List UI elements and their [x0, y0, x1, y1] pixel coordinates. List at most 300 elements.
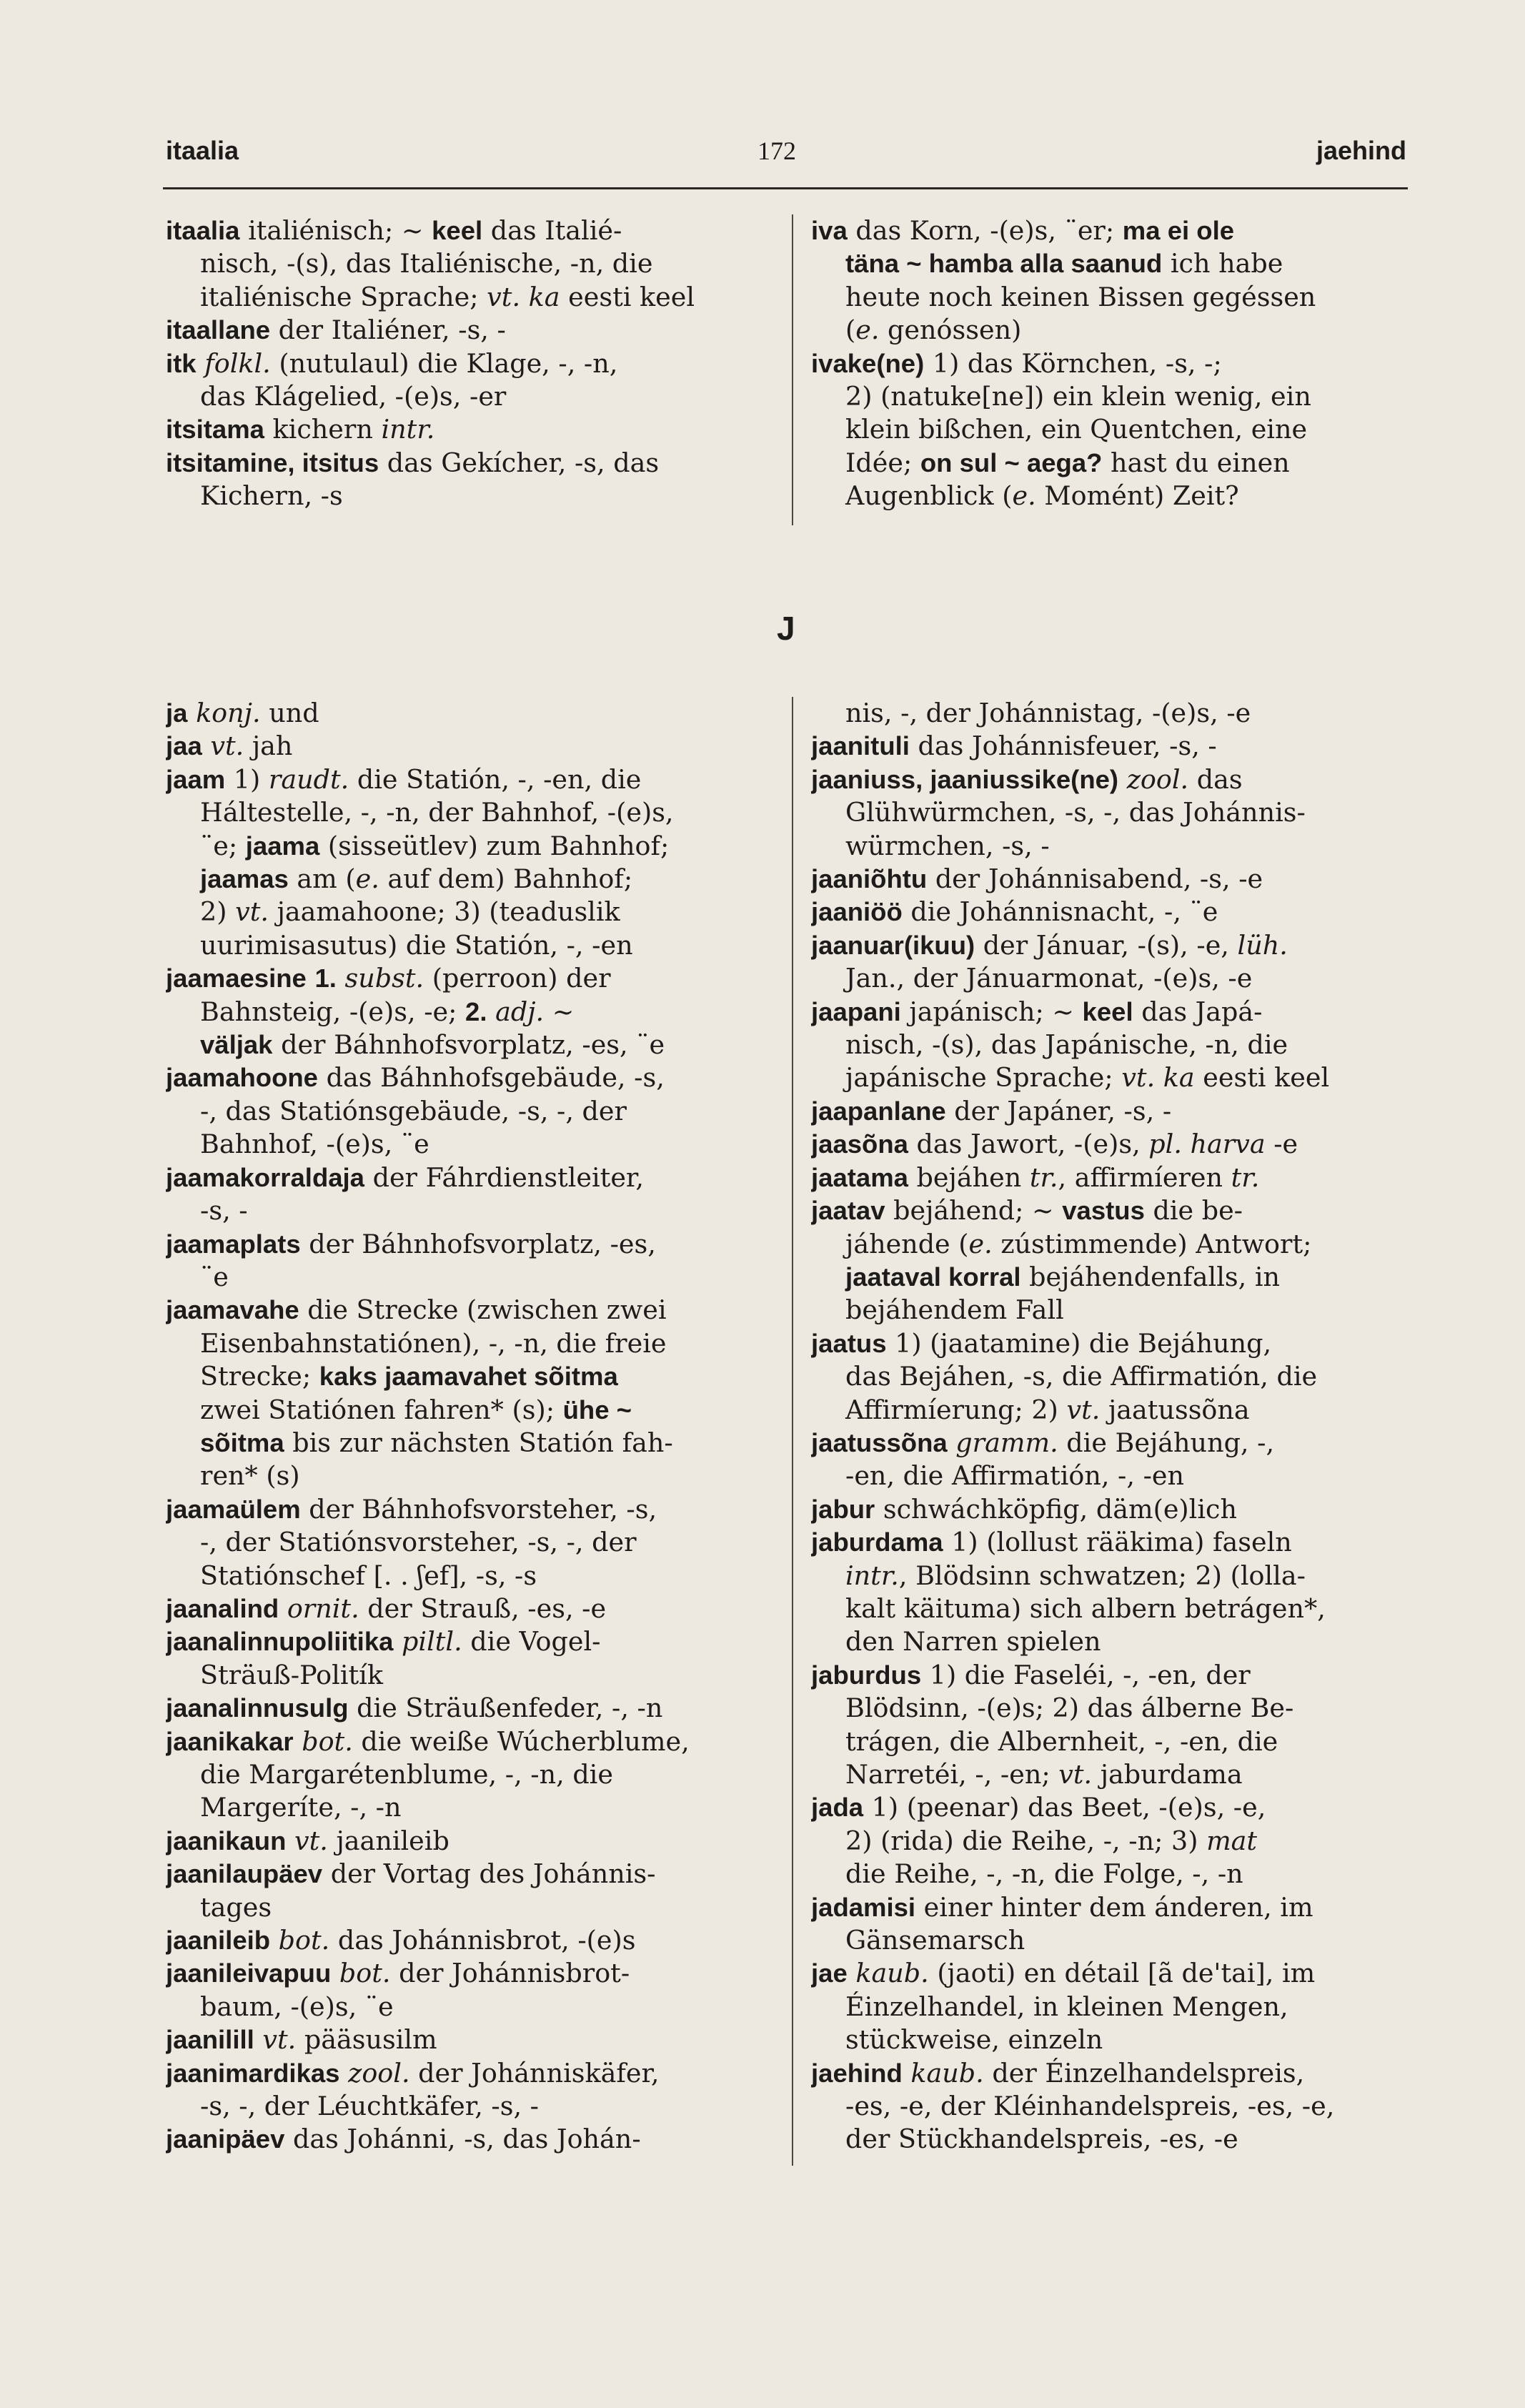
- headword: jae: [811, 1958, 848, 1988]
- entry-text: 2) (natuke[ne]) ein klein wenig, ein: [845, 381, 1311, 412]
- entry-text: Glühwürmchen, -s, -, das Johánnis-: [845, 797, 1306, 828]
- entry-text: [307, 963, 315, 994]
- entry-line: [811, 763, 1408, 796]
- entry-text: eesti keel: [560, 281, 695, 312]
- headword: jadamisi: [811, 1892, 916, 1922]
- label-italic: piltl.: [402, 1626, 462, 1658]
- entry-continuation-line: [811, 413, 1408, 446]
- entry-line: [166, 730, 780, 763]
- headword: jaasõna: [811, 1129, 908, 1159]
- headword: jaanalinnupoliitika: [166, 1627, 394, 1657]
- entry-line: [166, 962, 780, 995]
- entry-continuation-line: [811, 1991, 1408, 2023]
- entry-text: das Gekícher, -s, das: [379, 447, 660, 478]
- running-head-right: jaehind: [1316, 136, 1406, 165]
- headword: jaamavahe: [166, 1295, 299, 1325]
- headword: jaama: [245, 831, 320, 861]
- headword: jaatama: [811, 1162, 908, 1192]
- entry-text: das Johánni, -s, das Johán-: [284, 2124, 641, 2155]
- entry-line: [166, 214, 780, 247]
- entry-text: kalt käituma) sich albern betrágen*,: [845, 1592, 1326, 1624]
- entry-text: 1) die Faseléi, -, -en, der: [921, 1659, 1251, 1690]
- label-italic: adj.: [495, 996, 545, 1027]
- label-italic: ornit.: [287, 1592, 359, 1624]
- entry-continuation-line: [811, 830, 1408, 863]
- label-italic: vt.: [294, 1825, 328, 1856]
- entry-text: das Johánnisbrot, -(e)s: [329, 1925, 636, 1956]
- entry-text: -es, -e, der Kléinhandelspreis, -es, -e,: [845, 2091, 1335, 2122]
- headword: vastus: [1062, 1196, 1145, 1226]
- entry-text: Augenblick (: [845, 480, 1013, 512]
- entry-continuation-line: [166, 929, 780, 962]
- entry-text: Éinzelhandel, in kleinen Mengen,: [845, 1991, 1288, 2022]
- entry-text: [848, 1958, 856, 1988]
- entry-continuation-line: [811, 1625, 1408, 1658]
- entry-continuation-line: [811, 697, 1408, 730]
- entry-text: (perroon) der: [424, 963, 611, 994]
- entry-continuation-line: [811, 1725, 1408, 1758]
- entry-text: 2) (rida) die Reihe, -, -n; 3): [845, 1825, 1207, 1856]
- entry-line: [811, 1493, 1408, 1526]
- headword: itaalia: [166, 216, 240, 245]
- headword: jaamakorraldaja: [166, 1162, 364, 1192]
- entry-text: (sisseütlev) zum Bahnhof;: [319, 830, 670, 861]
- entry-text: Jan., der Jánuarmonat, -(e)s, -e: [845, 963, 1253, 994]
- entry-continuation-line: [811, 1825, 1408, 1858]
- label-italic: zool.: [1126, 763, 1189, 795]
- entry-continuation-line: [166, 1758, 780, 1791]
- headword: jabur: [811, 1494, 875, 1524]
- entry-text: jah: [244, 730, 293, 762]
- entry-continuation-line: [166, 1791, 780, 1824]
- entry-continuation-line: [811, 1924, 1408, 1957]
- headword: jaatus: [811, 1328, 887, 1358]
- entry-text: jáhende (: [845, 1228, 969, 1259]
- label-italic: bot.: [302, 1725, 353, 1757]
- entry-text: am (: [288, 863, 356, 895]
- headword: jaburdus: [811, 1660, 922, 1690]
- entry-text: das: [1188, 763, 1243, 795]
- label-italic: pl. harva: [1148, 1129, 1266, 1160]
- entry-text: 1) (lollust rääkima) faseln: [943, 1527, 1292, 1558]
- entry-text: (nutulaul) die Klage, -, -n,: [270, 347, 618, 379]
- entry-text: Statiónschef [. . ʃef], -s, -s: [200, 1560, 537, 1591]
- entry-text: jaamahoone; 3) (teaduslik: [268, 896, 620, 928]
- entry-text: bejáhend; ~: [885, 1195, 1063, 1227]
- entry-continuation-line: [811, 480, 1408, 512]
- entry-text: das Klágelied, -(e)s, -er: [200, 381, 507, 412]
- entry-text: die Reihe, -, -n, die Folge, -, -n: [845, 1858, 1243, 1890]
- entry-line: [811, 1095, 1408, 1128]
- entry-line: [166, 2123, 780, 2156]
- label-italic: intr.: [381, 414, 435, 445]
- label-italic: subst.: [344, 963, 424, 994]
- entry-text: Strecke;: [200, 1361, 319, 1392]
- entry-line: [811, 1194, 1408, 1227]
- headword: jaanalinnusulg: [166, 1693, 349, 1723]
- entry-text: 1): [225, 763, 269, 795]
- entry-text: auf dem) Bahnhof;: [379, 863, 633, 895]
- label-italic: e.: [1012, 480, 1036, 512]
- entry-text: die Vogel-: [462, 1626, 601, 1658]
- entry-text: jaatussõna: [1100, 1394, 1250, 1425]
- entry-continuation-line: [811, 2090, 1408, 2123]
- entry-continuation-line: [166, 247, 780, 280]
- entry-continuation-line: [811, 1394, 1408, 1427]
- entry-text: -en, die Affirmatión, -, -en: [845, 1460, 1185, 1492]
- headword: 2.: [465, 996, 487, 1026]
- label-italic: konj.: [196, 698, 261, 728]
- entry-text: [197, 348, 205, 379]
- entry-text: nisch, -(s), das Japánische, -n, die: [845, 1029, 1288, 1061]
- entry-text: das Johánnisfeuer, -s, -: [909, 730, 1217, 762]
- entry-text: der Japáner, -s, -: [945, 1095, 1172, 1126]
- entry-line: [166, 1161, 780, 1194]
- entry-continuation-line: [166, 1194, 780, 1227]
- entry-text: [1118, 764, 1127, 795]
- entry-text: italiénisch; ~: [239, 215, 432, 246]
- label-italic: tr.: [1029, 1161, 1058, 1193]
- column-bottom-left: [166, 697, 780, 2156]
- entry-line: [811, 347, 1408, 380]
- entry-continuation-line: [166, 1128, 780, 1161]
- entry-text: jaburdama: [1092, 1759, 1243, 1790]
- entry-line: [166, 1825, 780, 1858]
- entry-text: [903, 2058, 911, 2089]
- headword: jaanituli: [811, 731, 910, 761]
- label-italic: zool.: [348, 2057, 410, 2089]
- headword: kaks jaamavahet sõitma: [319, 1362, 618, 1392]
- headword: jaapanlane: [811, 1096, 946, 1126]
- entry-text: Momént) Zeit?: [1035, 480, 1239, 512]
- column-bottom-right: [811, 697, 1408, 2156]
- entry-continuation-line: [811, 1858, 1408, 1891]
- entry-continuation-line: [166, 1460, 780, 1492]
- entry-line: [811, 2057, 1408, 2090]
- entry-text: -s, -: [200, 1195, 248, 1227]
- headword: jaanuar(ikuu): [811, 930, 975, 960]
- label-italic: vt.: [1058, 1759, 1093, 1790]
- label-italic: e.: [968, 1228, 993, 1259]
- entry-text: hast du einen: [1102, 447, 1290, 478]
- entry-text: uurimisasutus) die Statión, -, -en: [200, 929, 633, 961]
- label-italic: folkl.: [204, 347, 271, 379]
- headword: jaam: [166, 764, 226, 794]
- entry-line: [166, 1957, 780, 1990]
- entry-continuation-line: [811, 1758, 1408, 1791]
- column-divider-top: [792, 214, 793, 525]
- entry-text: das Báhnhofsgebäude, -s,: [317, 1062, 665, 1094]
- entry-text: bejáhendenfalls, in: [1020, 1261, 1281, 1292]
- entry-text: der Johánniskäfer,: [409, 2057, 660, 2089]
- entry-text: der Báhnhofsvorplatz, -es,: [300, 1228, 656, 1259]
- label-italic: vt. ka: [1121, 1062, 1195, 1094]
- headword: jaanilaupäev: [166, 1859, 323, 1889]
- label-italic: vt.: [1066, 1394, 1101, 1425]
- entry-continuation-line: [811, 1692, 1408, 1725]
- entry-text: ich habe: [1162, 248, 1283, 279]
- entry-continuation-line: [811, 380, 1408, 413]
- entry-line: [811, 929, 1408, 962]
- entry-text: [187, 698, 196, 728]
- entry-text: jaanileib: [327, 1825, 449, 1856]
- entry-text: Bahnhof, -(e)s, ¨e: [200, 1129, 429, 1160]
- headword: keel: [432, 216, 483, 245]
- entry-text: -s, -, der Léuchtkäfer, -s, -: [200, 2091, 540, 2122]
- entry-line: [811, 1791, 1408, 1824]
- headword: jaaniuss, jaaniussike(ne): [811, 764, 1119, 794]
- headword: jaamaülem: [166, 1494, 301, 1524]
- entry-continuation-line: [166, 1427, 780, 1460]
- entry-text: Margeríte, -, -n: [200, 1792, 402, 1823]
- entry-text: Kichern, -s: [200, 480, 343, 512]
- entry-text: die Bejáhung, -,: [1058, 1427, 1275, 1458]
- entry-continuation-line: [166, 380, 780, 413]
- headword: jaaniöö: [811, 897, 903, 927]
- headword: jaburdama: [811, 1527, 943, 1557]
- entry-text: [294, 1726, 302, 1757]
- entry-text: die Statión, -, -en, die: [349, 763, 642, 795]
- entry-text: , Blödsinn schwatzen; 2) (lolla-: [898, 1560, 1306, 1591]
- entry-continuation-line: [166, 2090, 780, 2123]
- entry-text: der Vortag des Johánnis-: [322, 1858, 656, 1890]
- entry-text: würmchen, -s, -: [845, 830, 1050, 861]
- entry-line: [811, 863, 1408, 896]
- entry-line: [811, 1957, 1408, 1990]
- headword: ivake(ne): [811, 348, 925, 378]
- entry-text: kichern: [264, 414, 382, 445]
- entry-continuation-line: [811, 1061, 1408, 1094]
- entry-text: [331, 1958, 339, 1988]
- entry-line: [166, 1858, 780, 1891]
- running-head-left: itaalia: [166, 136, 239, 165]
- entry-line: [166, 2057, 780, 2090]
- entry-continuation-line: [811, 247, 1408, 280]
- column-top-left: [166, 214, 780, 513]
- entry-text: nis, -, der Johánnistag, -(e)s, -e: [845, 698, 1251, 728]
- headword: täna ~ hamba alla saanud: [845, 249, 1163, 279]
- label-italic: vt. ka: [487, 281, 560, 312]
- entry-text: Narretéi, -, -en;: [845, 1759, 1059, 1790]
- entry-text: Bahnsteig, -(e)s, -e;: [200, 996, 466, 1027]
- entry-continuation-line: [166, 1659, 780, 1692]
- entry-line: [166, 1592, 780, 1625]
- entry-text: das Italié-: [482, 215, 622, 246]
- entry-line: [811, 214, 1408, 247]
- entry-line: [166, 447, 780, 480]
- entry-line: [166, 2023, 780, 2056]
- headword: jaapani: [811, 996, 901, 1026]
- entry-line: [166, 1924, 780, 1957]
- entry-text: 1) (jaatamine) die Bejáhung,: [886, 1327, 1272, 1359]
- entry-text: Affirmíerung; 2): [845, 1394, 1067, 1425]
- entry-continuation-line: [166, 796, 780, 829]
- headword: jaehind: [811, 2058, 903, 2088]
- entry-continuation-line: [166, 830, 780, 863]
- entry-continuation-line: [811, 1261, 1408, 1294]
- entry-text: nisch, -(s), das Italiénische, -n, die: [200, 248, 653, 279]
- headword: keel: [1082, 996, 1133, 1026]
- label-italic: gramm.: [955, 1427, 1058, 1458]
- entry-continuation-line: [811, 314, 1408, 347]
- entry-text: [337, 963, 345, 994]
- headword: jaanileib: [166, 1926, 271, 1956]
- section-letter: J: [777, 610, 795, 647]
- entry-text: bejáhen: [908, 1161, 1030, 1193]
- entry-text: den Narren spielen: [845, 1626, 1101, 1658]
- entry-continuation-line: [166, 1891, 780, 1924]
- label-italic: bot.: [339, 1958, 391, 1989]
- entry-line: [811, 1327, 1408, 1360]
- entry-text: und: [260, 698, 319, 728]
- label-italic: lüh.: [1237, 929, 1288, 961]
- entry-line: [811, 1526, 1408, 1559]
- entry-text: -e: [1265, 1129, 1298, 1160]
- entry-line: [166, 1493, 780, 1526]
- entry-text: zwei Statiónen fahren* (s);: [200, 1394, 563, 1425]
- entry-continuation-line: [166, 1394, 780, 1427]
- entry-continuation-line: [811, 1592, 1408, 1625]
- entry-text: die weiße Wúcherblume,: [352, 1725, 690, 1757]
- entry-text: der Jánuar, -(s), -e,: [975, 929, 1238, 961]
- entry-text: Idée;: [845, 447, 920, 478]
- entry-text: Háltestelle, -, -n, der Bahnhof, -(e)s,: [200, 797, 674, 828]
- entry-text: heute noch keinen Bissen gegéssen: [845, 281, 1316, 312]
- entry-text: das Jawort, -(e)s,: [908, 1129, 1149, 1160]
- column-divider-bottom: [792, 697, 793, 2166]
- entry-text: [202, 730, 211, 761]
- entry-text: [286, 1825, 294, 1856]
- entry-text: der Strauß, -es, -e: [359, 1592, 607, 1624]
- headword: jaataval korral: [845, 1262, 1021, 1292]
- entry-continuation-line: [166, 1095, 780, 1128]
- entry-text: genóssen): [879, 314, 1022, 346]
- entry-text: bis zur nächsten Statión fah-: [284, 1427, 673, 1458]
- headword: jaamaesine: [166, 963, 307, 994]
- page-number: 172: [757, 137, 796, 165]
- entry-text: der Johánnisbrot-: [390, 1958, 630, 1989]
- entry-text: [948, 1427, 956, 1458]
- entry-text: [487, 996, 495, 1027]
- headword: jaanimardikas: [166, 2058, 340, 2088]
- entry-text: die Johánnisnacht, -, ¨e: [902, 896, 1218, 928]
- headword: on sul ~ aega?: [920, 447, 1103, 477]
- entry-continuation-line: [166, 1029, 780, 1061]
- entry-text: ¨e: [200, 1261, 229, 1292]
- entry-continuation-line: [166, 1327, 780, 1360]
- entry-text: der Fáhrdienstleiter,: [364, 1161, 644, 1193]
- entry-text: ~: [544, 996, 575, 1027]
- entry-continuation-line: [166, 1261, 780, 1294]
- entry-text: das Korn, -(e)s, ¨er;: [847, 215, 1123, 246]
- entry-text: (: [845, 314, 856, 346]
- entry-text: japánische Sprache;: [845, 1062, 1122, 1094]
- entry-text: (jaoti) en détail [ã de'tai], im: [928, 1958, 1316, 1989]
- entry-continuation-line: [166, 896, 780, 928]
- entry-text: stückweise, einzeln: [845, 2024, 1103, 2056]
- entry-text: 1) das Körnchen, -s, -;: [924, 347, 1222, 379]
- headword: jaamahoone: [166, 1063, 318, 1093]
- entry-line: [166, 1725, 780, 1758]
- entry-text: die be-: [1144, 1195, 1243, 1227]
- entry-text: [270, 1925, 279, 1956]
- headword: ja: [166, 698, 188, 728]
- entry-text: der Éinzelhandelspreis,: [983, 2057, 1305, 2089]
- entry-continuation-line: [166, 863, 780, 896]
- entry-line: [811, 996, 1408, 1029]
- entry-line: [166, 314, 780, 347]
- label-italic: e.: [355, 863, 379, 895]
- entry-line: [166, 1294, 780, 1327]
- entry-line: [166, 1061, 780, 1094]
- entry-line: [166, 413, 780, 446]
- entry-text: klein bißchen, ein Quentchen, eine: [845, 414, 1308, 445]
- entry-line: [811, 1891, 1408, 1924]
- entry-line: [811, 896, 1408, 928]
- entry-continuation-line: [811, 1294, 1408, 1327]
- headword: jada: [811, 1793, 864, 1823]
- entry-text: trágen, die Albernheit, -, -en, die: [845, 1725, 1278, 1757]
- entry-line: [166, 1692, 780, 1725]
- entry-text: der Johánnisabend, -s, -e: [927, 863, 1263, 895]
- entry-text: bejáhendem Fall: [845, 1294, 1064, 1326]
- entry-continuation-line: [811, 2023, 1408, 2056]
- label-italic: kaub.: [910, 2057, 984, 2089]
- headword: itaallane: [166, 315, 271, 345]
- entry-text: pääsusilm: [296, 2024, 437, 2056]
- headword: väljak: [200, 1030, 273, 1060]
- entry-continuation-line: [811, 1460, 1408, 1492]
- entry-text: schwáchköpfig, däm(e)lich: [875, 1493, 1237, 1525]
- entry-text: -, der Statiónsvorsteher, -s, -, der: [200, 1527, 637, 1558]
- entry-continuation-line: [811, 962, 1408, 995]
- entry-text: [254, 2024, 263, 2055]
- headword: jaamaplats: [166, 1229, 301, 1259]
- headword: jaamas: [200, 864, 289, 894]
- entry-continuation-line: [166, 1560, 780, 1592]
- entry-text: die Sträußenfeder, -, -n: [348, 1693, 663, 1724]
- headword: jaanikaun: [166, 1825, 287, 1855]
- label-italic: intr.: [845, 1560, 899, 1591]
- headword: jaatav: [811, 1196, 885, 1226]
- entry-text: baum, -(e)s, ¨e: [200, 1991, 394, 2022]
- headword: itsitamine, itsitus: [166, 447, 379, 477]
- entry-text: einer hinter dem ánderen, im: [915, 1891, 1313, 1923]
- headword: jaanikakar: [166, 1726, 294, 1756]
- entry-text: der Báhnhofsvorsteher, -s,: [300, 1493, 657, 1525]
- entry-text: ¨e;: [200, 830, 246, 861]
- headword: sõitma: [200, 1427, 284, 1457]
- entry-text: der Báhnhofsvorplatz, -es, ¨e: [272, 1029, 665, 1061]
- entry-text: eesti keel: [1194, 1062, 1330, 1094]
- entry-line: [811, 1161, 1408, 1194]
- entry-continuation-line: [166, 1360, 780, 1393]
- label-italic: vt.: [210, 730, 244, 762]
- label-italic: vt.: [235, 896, 269, 928]
- headword: 1.: [314, 963, 337, 994]
- headword: itsitama: [166, 415, 264, 445]
- entry-line: [811, 1659, 1408, 1692]
- headword: jaanalind: [166, 1593, 279, 1623]
- entry-text: Sträuß-Politík: [200, 1659, 383, 1690]
- entry-text: Blödsinn, -(e)s; 2) das álberne Be-: [845, 1693, 1294, 1724]
- entry-text: Gänsemarsch: [845, 1925, 1025, 1956]
- entry-text: ren* (s): [200, 1460, 300, 1492]
- label-italic: e.: [855, 314, 880, 346]
- entry-line: [166, 1228, 780, 1261]
- entry-line: [166, 763, 780, 796]
- entry-text: das Bejáhen, -s, die Affirmatión, die: [845, 1361, 1318, 1392]
